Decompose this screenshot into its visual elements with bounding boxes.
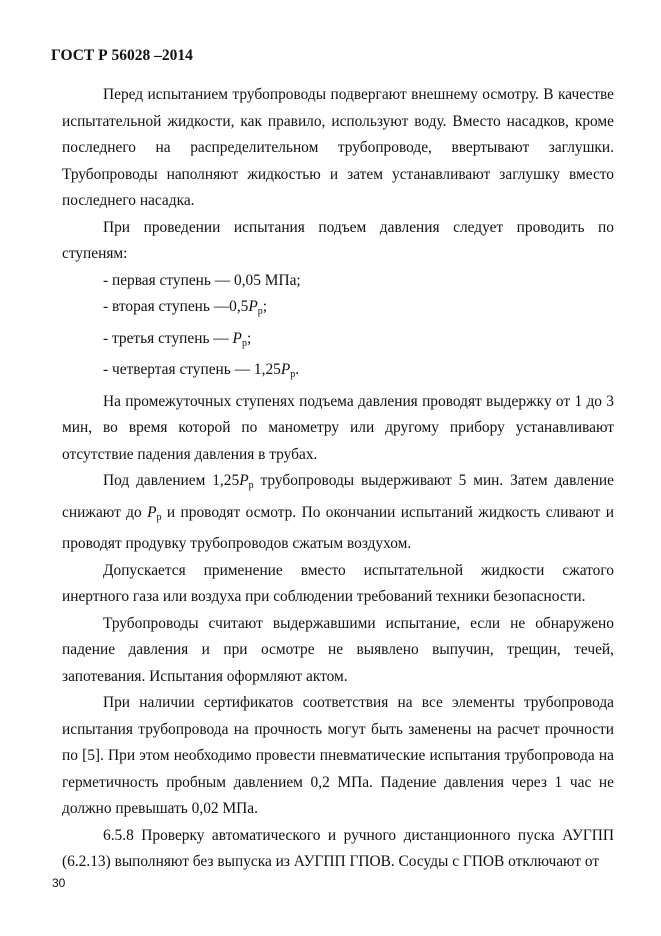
step-3-text: - третья ступень — xyxy=(103,329,233,347)
pressure-symbol: $P_р$ xyxy=(147,503,162,523)
step-4-text: - четвертая ступень — 1,25 xyxy=(103,361,281,378)
pressure-symbol: $P_р$ xyxy=(248,298,263,317)
list-item-step-3: - третья ступень — $P_р$; xyxy=(103,329,252,349)
list-item-step-1 xyxy=(62,268,614,295)
page-number: 30 xyxy=(52,876,66,890)
paragraph-intermediate-steps: На промежуточных ступенях подъема давления проводят выдержку от 1 до 3 мин, во время которой по манометру или другому прибору устанавливают отсутствие падения давления в трубах. xyxy=(62,392,614,463)
paragraph-certificates: При наличии сертификатов соответствия на все элементы трубопровода испытания трубопровода на прочность могут быть заменены на расчет прочности по [5]. При этом необходимо провести пневматические испытания трубопровода на герметичность пробным давлением 0,2 МПа. Падение давления через 1 час не должно превышать 0,02 МПа. xyxy=(62,694,614,817)
list-item-step-2: - вторая ступень $—0,5P_р$; xyxy=(103,298,268,317)
paragraph-inspection: Перед испытанием трубопроводы подвергают внешнему осмотру. В качестве испытательной жидкости, как правило, используют воду. Вместо насадков, кроме последнего на распределительном трубопроводе, ввертывают заглушки. Трубопроводы наполняют жидкостью и затем устанавливают заглушку вместо последнего насадка. xyxy=(62,86,614,209)
paragraph-inert-gas: Допускается применение вместо испытательной жидкости сжатого инертного газа или воздуха при соблюдении требований техники безопасности. xyxy=(62,561,614,605)
paragraph-acceptance: Трубопроводы считают выдержавшими испытание, если не обнаружено падение давления и при осмотре не выявлено выпучин, трещин, течей, запотевания. Испытания оформляют актом. xyxy=(62,614,614,685)
step-2-text: - вторая ступень —0,5 xyxy=(103,298,249,315)
pressure-symbol: $P_р$ xyxy=(239,472,254,491)
document-body xyxy=(62,82,614,876)
step-1-text: - первая ступень — 0,05 МПа; xyxy=(103,271,301,289)
paragraph-hold-pressure: Под давлением $1,25P_р$ трубопроводы выдерживают 5 мин. Затем давление снижают до $P_р$ и проводят осмотр. По окончании испытаний жидкость сливают и проводят продувку трубопроводов сжатым воздухом. xyxy=(62,472,615,552)
list-item-step-4: - четвертая ступень — $1,25P_р$. xyxy=(103,361,300,380)
paragraph-pressure-steps: При проведении испытания подъем давления следует проводить по ступеням: xyxy=(62,218,614,262)
pressure-symbol: $P_р$ xyxy=(232,329,247,349)
pressure-symbol: $P_р$ xyxy=(280,361,296,380)
paragraph-section-6-5-8: 6.5.8 Проверку автоматического и ручного дистанционного пуска АУГПП (6.2.13) выполняют без выпуска из АУГПП ГПОВ. Сосуды с ГПОВ отключают от xyxy=(62,826,614,870)
document-header: ГОСТ Р 56028 –2014 xyxy=(51,47,193,64)
